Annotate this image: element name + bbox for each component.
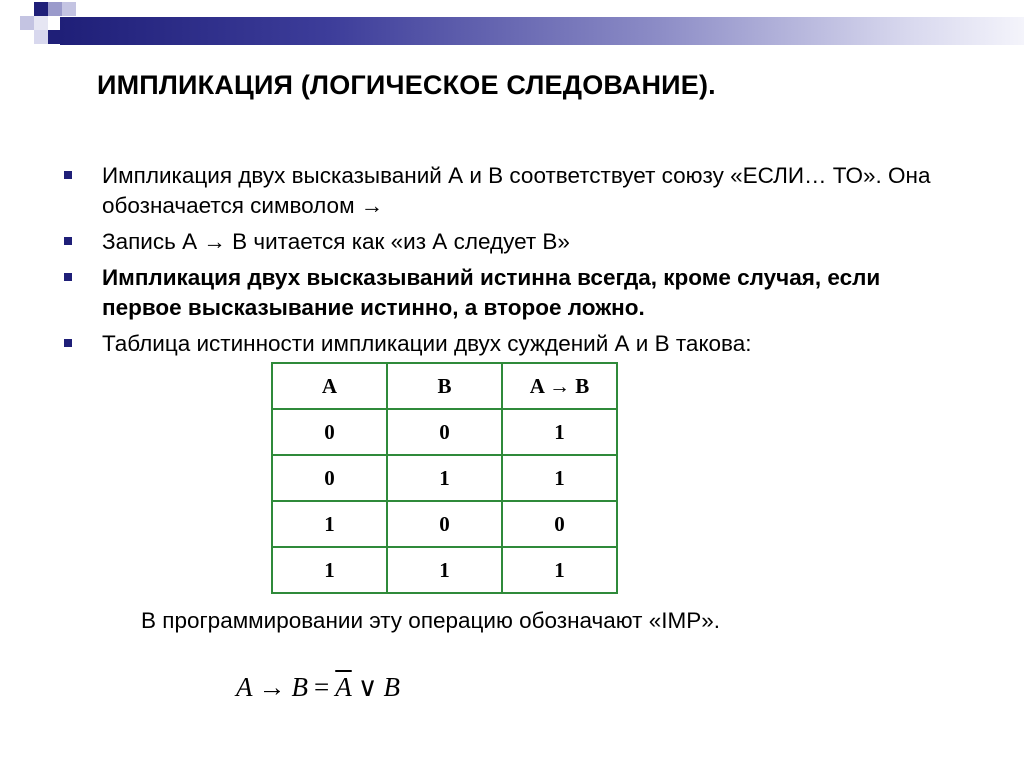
formula-b-rhs: B [383, 672, 400, 702]
bullet-marker-icon [64, 339, 72, 347]
bullet-text: Импликация двух высказываний А и В соответствует союзу «ЕСЛИ… ТО». Она обозначается символом → [102, 163, 931, 218]
bullet-text: Импликация двух высказываний истинна всегда, кроме случая, если первое высказывание истинно, а второе ложно. [102, 265, 881, 320]
decor-square [34, 30, 48, 44]
slide-title: ИМПЛИКАЦИЯ (ЛОГИЧЕСКОЕ СЛЕДОВАНИЕ). [97, 70, 716, 100]
table-row [272, 455, 617, 501]
bullet-item [64, 227, 964, 257]
formula-or: ∨ [357, 672, 378, 702]
table-cell: 1 [387, 547, 502, 593]
column-header-a: A [272, 363, 387, 409]
bullet-list [64, 161, 964, 365]
column-header-implication: A → B [502, 363, 617, 409]
decor-square [34, 16, 48, 30]
table-cell: 1 [272, 501, 387, 547]
bullet-item [64, 161, 964, 221]
bullet-marker-icon [64, 273, 72, 281]
formula-b: B [291, 672, 308, 702]
formula-arrow: → [258, 672, 286, 702]
formula-not-a: $\overline{A}$ [335, 672, 352, 702]
bullet-marker-icon [64, 171, 72, 179]
table-row [272, 501, 617, 547]
table-cell: 0 [387, 409, 502, 455]
table-cell: 1 [387, 455, 502, 501]
bullet-marker-icon [64, 237, 72, 245]
formula-a: A [236, 672, 253, 702]
decor-square [48, 2, 62, 16]
table-cell: 1 [272, 547, 387, 593]
bullet-text: Таблица истинности импликации двух суждений А и В такова: [102, 331, 752, 356]
truth-table [271, 362, 618, 594]
table-cell: 0 [272, 455, 387, 501]
table-row [272, 409, 617, 455]
decor-square [62, 2, 76, 16]
decor-square [48, 30, 62, 44]
formula-equals: = [314, 672, 330, 702]
table-cell: 0 [387, 501, 502, 547]
bullet-item [64, 263, 964, 323]
table-cell: 0 [502, 501, 617, 547]
table-cell: 1 [502, 455, 617, 501]
bullet-text: Запись А → В читается как «из А следует В» [102, 229, 570, 254]
decor-square [20, 16, 34, 30]
table-header-row [272, 363, 617, 409]
table-cell: 0 [272, 409, 387, 455]
programming-note: В программировании эту операцию обозначают «IMP». [141, 608, 721, 633]
table-row [272, 547, 617, 593]
decor-square [34, 2, 48, 16]
column-header-b: B [387, 363, 502, 409]
header-band [60, 17, 1024, 45]
implication-formula [236, 672, 400, 703]
table-cell: 1 [502, 409, 617, 455]
bullet-item [64, 329, 964, 359]
table-cell: 1 [502, 547, 617, 593]
